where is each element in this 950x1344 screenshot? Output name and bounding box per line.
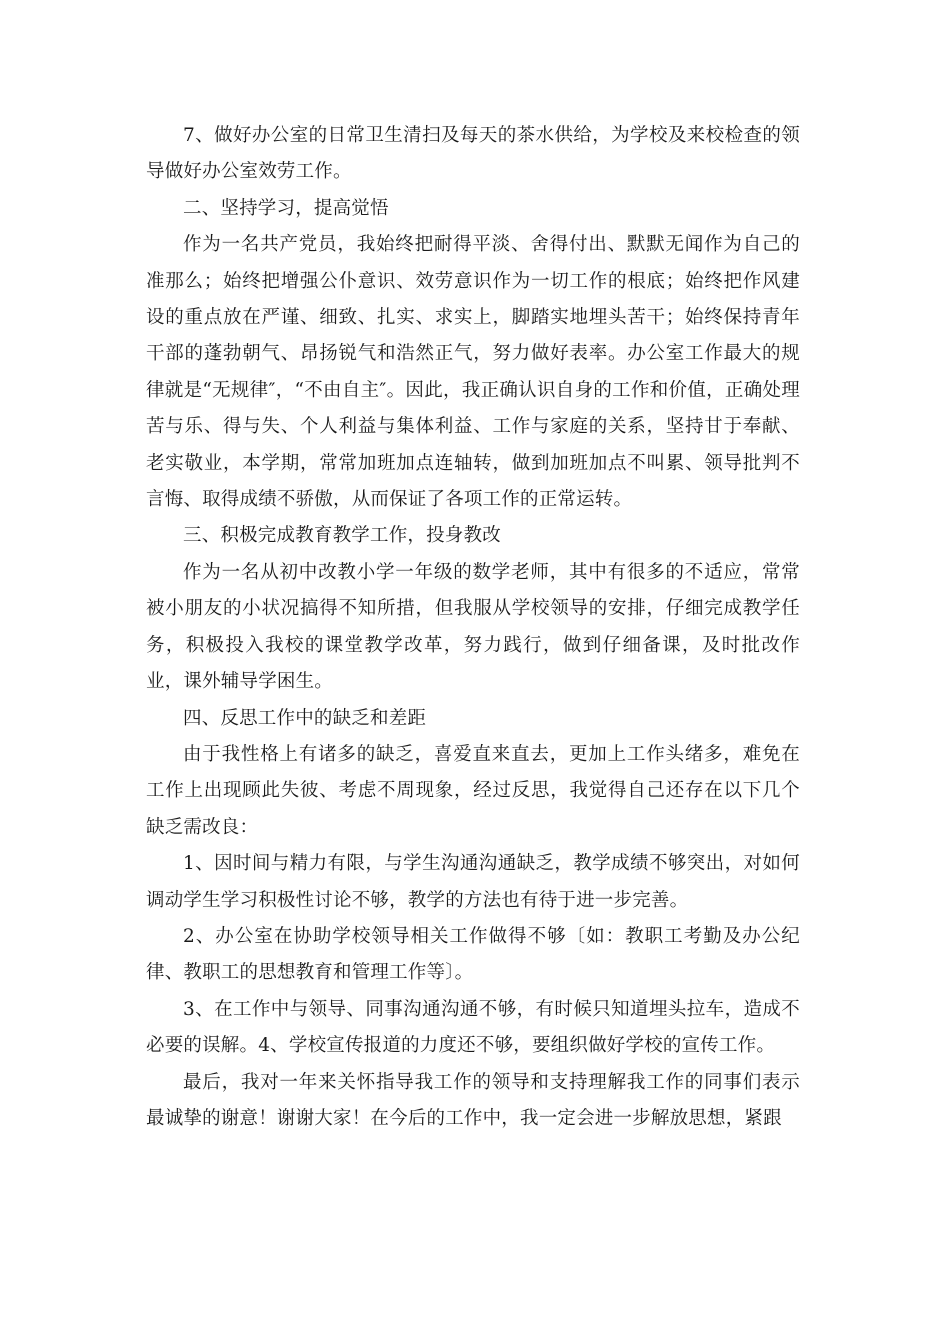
document-body — [146, 118, 800, 1137]
paragraph-closing: 最后，我对一年来关怀指导我工作的领导和支持理解我工作的同事们表示最诚挚的谢意！谢谢大家！在今后的工作中，我一定会进一步解放思想，紧跟 — [146, 1071, 800, 1129]
paragraph-item-7-duties: 7、做好办公室的日常卫生清扫及每天的茶水供给，为学校及来校检查的领导做好办公室效劳工作。 — [146, 125, 800, 183]
paragraph-shortcoming-3-4: 3、在工作中与领导、同事沟通沟通不够，有时候只知道埋头拉车，造成不必要的误解。4、学校宣传报道的力度还不够，要组织做好学校的宣传工作。 — [146, 998, 800, 1057]
section-heading-reflection: 四、反思工作中的缺乏和差距 — [183, 707, 427, 729]
section-heading-teaching: 三、积极完成教育教学工作，投身教改 — [183, 525, 501, 547]
paragraph-math-teacher: 作为一名从初中改教小学一年级的数学老师，其中有很多的不适应，常常被小朋友的小状况搞得不知所措，但我服从学校领导的安排，仔细完成教学任务，积极投入我校的课堂教学改革，努力践行，做到仔细备课，及时批改作业，课外辅导学困生。 — [146, 561, 800, 693]
paragraph-shortcomings-intro: 由于我性格上有诸多的缺乏，喜爱直来直去，更加上工作头绪多，难免在工作上出现顾此失彼、考虑不周现象，经过反思，我觉得自己还存在以下几个缺乏需改良： — [146, 743, 800, 838]
section-heading-study: 二、坚持学习，提高觉悟 — [183, 197, 389, 219]
paragraph-party-member: 作为一名共产党员，我始终把耐得平淡、舍得付出、默默无闻作为自己的准那么；始终把增强公仆意识、效劳意识作为一切工作的根底；始终把作风建设的重点放在严谨、细致、扎实、求实上，脚踏实地埋头苦干；始终保持青年干部的蓬勃朝气、昂扬锐气和浩然正气，努力做好表率。办公室工作最大的规律就是“无规律″，“不由自主″。因此，我正确认识自身的工作和价值，正确处理苦与乐、得与失、个人利益与集体利益、工作与家庭的关系，坚持甘于奉献、老实敬业，本学期，常常加班加点连轴转，做到加班加点不叫累、领导批判不言悔、取得成绩不骄傲，从而保证了各项工作的正常运转。 — [146, 234, 800, 511]
paragraph-shortcoming-2: 2、办公室在协助学校领导相关工作做得不够〔如：教职工考勤及办公纪律、教职工的思想教育和管理工作等〕。 — [146, 925, 800, 984]
paragraph-shortcoming-1: 1、因时间与精力有限，与学生沟通沟通缺乏，教学成绩不够突出，对如何调动学生学习积极性讨论不够，教学的方法也有待于进一步完善。 — [146, 853, 800, 911]
